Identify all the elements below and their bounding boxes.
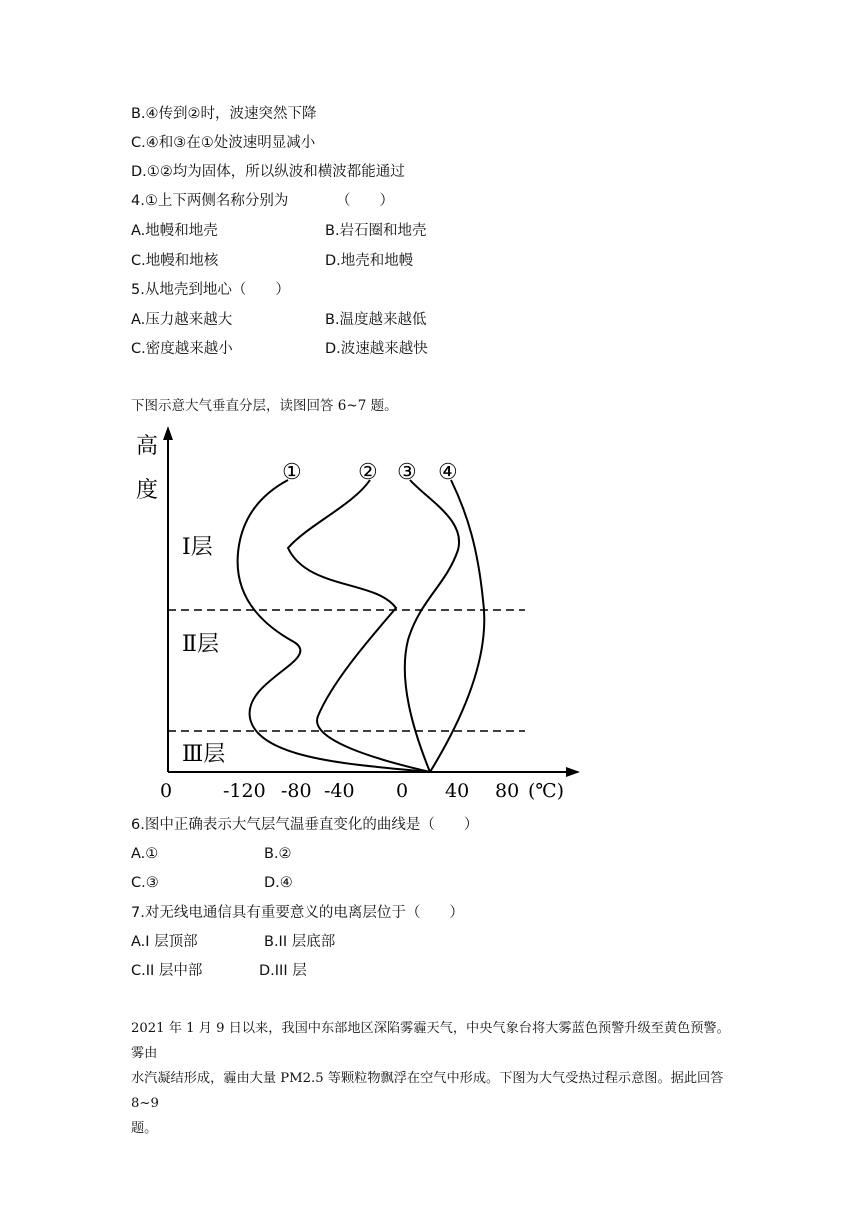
curve-label-4: ④ [438, 460, 458, 485]
question-4-stem: 4.①上下两侧名称分别为 [131, 193, 289, 209]
curve-label-2: ② [358, 460, 378, 485]
question-6-option-d: D.④ [264, 875, 293, 891]
atmosphere-layers-diagram [128, 420, 588, 805]
intro-questions-6-7: 下图示意大气垂直分层，读图回答 6~7 题。 [131, 398, 398, 414]
question-5-option-c: C.密度越来越小 [131, 341, 233, 357]
question-6-option-b: B.② [264, 846, 292, 862]
x-tick-label: 40 [445, 780, 470, 802]
question-6-stem: 6.图中正确表示大气层气温垂直变化的曲线是（ ） [131, 817, 479, 833]
question-5-stem: 5.从地壳到地心（ ） [131, 282, 290, 298]
question-7-option-b: B.II 层底部 [264, 934, 336, 950]
question-4-option-d: D.地壳和地幔 [325, 253, 414, 269]
layer-label-3: Ⅲ层 [182, 742, 226, 767]
question-7-stem: 7.对无线电通信具有重要意义的电离层位于（ ） [131, 905, 464, 921]
question-4-option-a: A.地幔和地壳 [131, 223, 218, 239]
curve-4 [430, 480, 484, 772]
intro-questions-8-9 [131, 1016, 731, 1141]
intro-8-9-line-2: 水汽凝结形成，霾由大量 PM2.5 等颗粒物飘浮在空气中形成。下图为大气受热过程示意图。据此回答 8~9 [131, 1071, 724, 1111]
question-3-option-b: B.④传到②时，波速突然下降 [131, 106, 317, 122]
question-5-option-b: B.温度越来越低 [325, 312, 427, 328]
curve-label-1: ① [282, 460, 302, 485]
x-unit-label: (℃) [528, 780, 565, 802]
x-origin-label: 0 [160, 780, 173, 802]
curve-3 [405, 480, 459, 772]
question-7-option-d: D.III 层 [259, 963, 307, 979]
x-tick-label: -80 [281, 780, 312, 802]
question-3-option-d: D.①②均为固体，所以纵波和横波都能通过 [131, 164, 405, 180]
question-6-option-c: C.③ [131, 875, 159, 891]
intro-8-9-line-1: 2021 年 1 月 9 日以来，我国中东部地区深陷雾霾天气，中央气象台将大雾蓝色预警升级至黄色预警。雾由 [131, 1021, 730, 1061]
x-tick-label: -40 [324, 780, 355, 802]
layer-label-2: Ⅱ层 [182, 632, 219, 657]
layer-label-1: Ⅰ层 [182, 535, 213, 560]
y-label-char-1: 高 [136, 434, 159, 459]
question-5-option-d: D.波速越来越快 [325, 341, 428, 357]
curve-label-3: ③ [397, 460, 417, 485]
question-6-option-a: A.① [131, 846, 159, 862]
y-axis-arrow [163, 426, 173, 440]
x-tick-label: 80 [495, 780, 520, 802]
intro-8-9-line-3: 题。 [131, 1121, 158, 1136]
curve-2 [288, 480, 430, 772]
question-5-option-a: A.压力越来越大 [131, 312, 233, 328]
x-tick-label: -120 [223, 780, 266, 802]
question-7-option-c: C.II 层中部 [131, 963, 203, 979]
question-3-option-c: C.④和③在①处波速明显减小 [131, 135, 316, 151]
x-axis-arrow [566, 767, 580, 777]
question-4-option-c: C.地幔和地核 [131, 253, 219, 269]
question-7-option-a: A.I 层顶部 [131, 934, 198, 950]
question-4-option-b: B.岩石圈和地壳 [325, 223, 427, 239]
curve-1 [238, 480, 430, 772]
x-tick-label: 0 [396, 780, 409, 802]
question-4-paren: （ ） [336, 193, 394, 209]
y-label-char-2: 度 [136, 478, 159, 503]
